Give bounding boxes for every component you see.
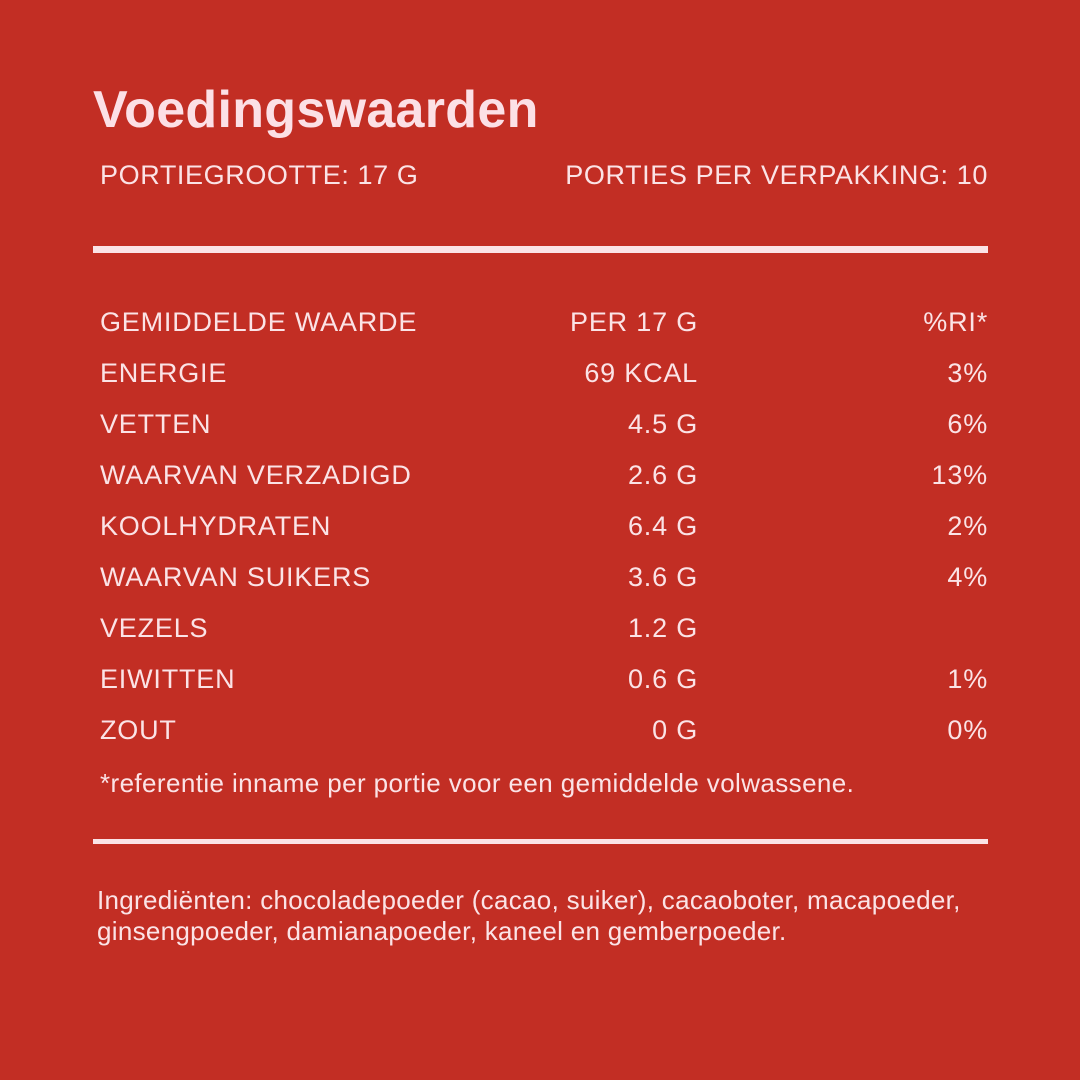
- nutrient-name: ZOUT: [100, 715, 177, 745]
- header-ri: %RI*: [923, 307, 988, 337]
- serving-info: [100, 160, 988, 191]
- nutrient-name: WAARVAN VERZADIGD: [100, 460, 412, 490]
- table-header-row: [100, 297, 988, 348]
- divider-top: [93, 246, 988, 253]
- page-title: Voedingswaarden: [93, 81, 539, 139]
- nutrient-amount: 3.6 G: [627, 562, 698, 592]
- nutrient-name: VEZELS: [100, 613, 209, 643]
- serving-size: PORTIEGROOTTE: 17 G: [100, 160, 419, 190]
- table-row: [100, 603, 988, 654]
- servings-per-package: PORTIES PER VERPAKKING: 10: [565, 160, 988, 190]
- nutrient-ri: 3%: [947, 358, 988, 388]
- table-row: [100, 501, 988, 552]
- divider-bottom: [93, 839, 988, 844]
- footnote: *referentie inname per portie voor een gemiddelde volwassene.: [100, 768, 855, 798]
- table-row: [100, 552, 988, 603]
- nutrient-name: VETTEN: [100, 409, 212, 439]
- nutrient-ri: 13%: [931, 460, 988, 490]
- table-row: [100, 450, 988, 501]
- nutrient-amount: 2.6 G: [627, 460, 698, 490]
- nutrient-ri: 2%: [947, 511, 988, 541]
- table-row: [100, 654, 988, 705]
- nutrient-amount: 4.5 G: [627, 409, 698, 439]
- nutrient-amount: 69 KCAL: [584, 358, 698, 388]
- nutrient-name: KOOLHYDRATEN: [100, 511, 332, 541]
- table-row: [100, 705, 988, 756]
- nutrient-ri: 4%: [947, 562, 988, 592]
- nutrient-amount: 6.4 G: [627, 511, 698, 541]
- nutrient-ri: 1%: [947, 664, 988, 694]
- nutrient-ri: 0%: [947, 715, 988, 745]
- nutrition-table: [100, 297, 988, 756]
- nutrient-amount: 0.6 G: [627, 664, 698, 694]
- nutrient-ri: 6%: [947, 409, 988, 439]
- nutrient-name: ENERGIE: [100, 358, 228, 388]
- table-row: [100, 348, 988, 399]
- header-amount: PER 17 G: [570, 307, 698, 337]
- nutrient-name: WAARVAN SUIKERS: [100, 562, 372, 592]
- nutrient-amount: 0 G: [652, 715, 698, 745]
- ingredients-text: Ingrediënten: chocoladepoeder (cacao, suiker), cacaoboter, macapoeder, ginsengpoeder, damianapoeder, kaneel en gemberpoeder.: [97, 885, 961, 946]
- table-row: [100, 399, 988, 450]
- header-name: GEMIDDELDE WAARDE: [100, 307, 418, 337]
- nutrient-amount: 1.2 G: [627, 613, 698, 643]
- nutrient-name: EIWITTEN: [100, 664, 236, 694]
